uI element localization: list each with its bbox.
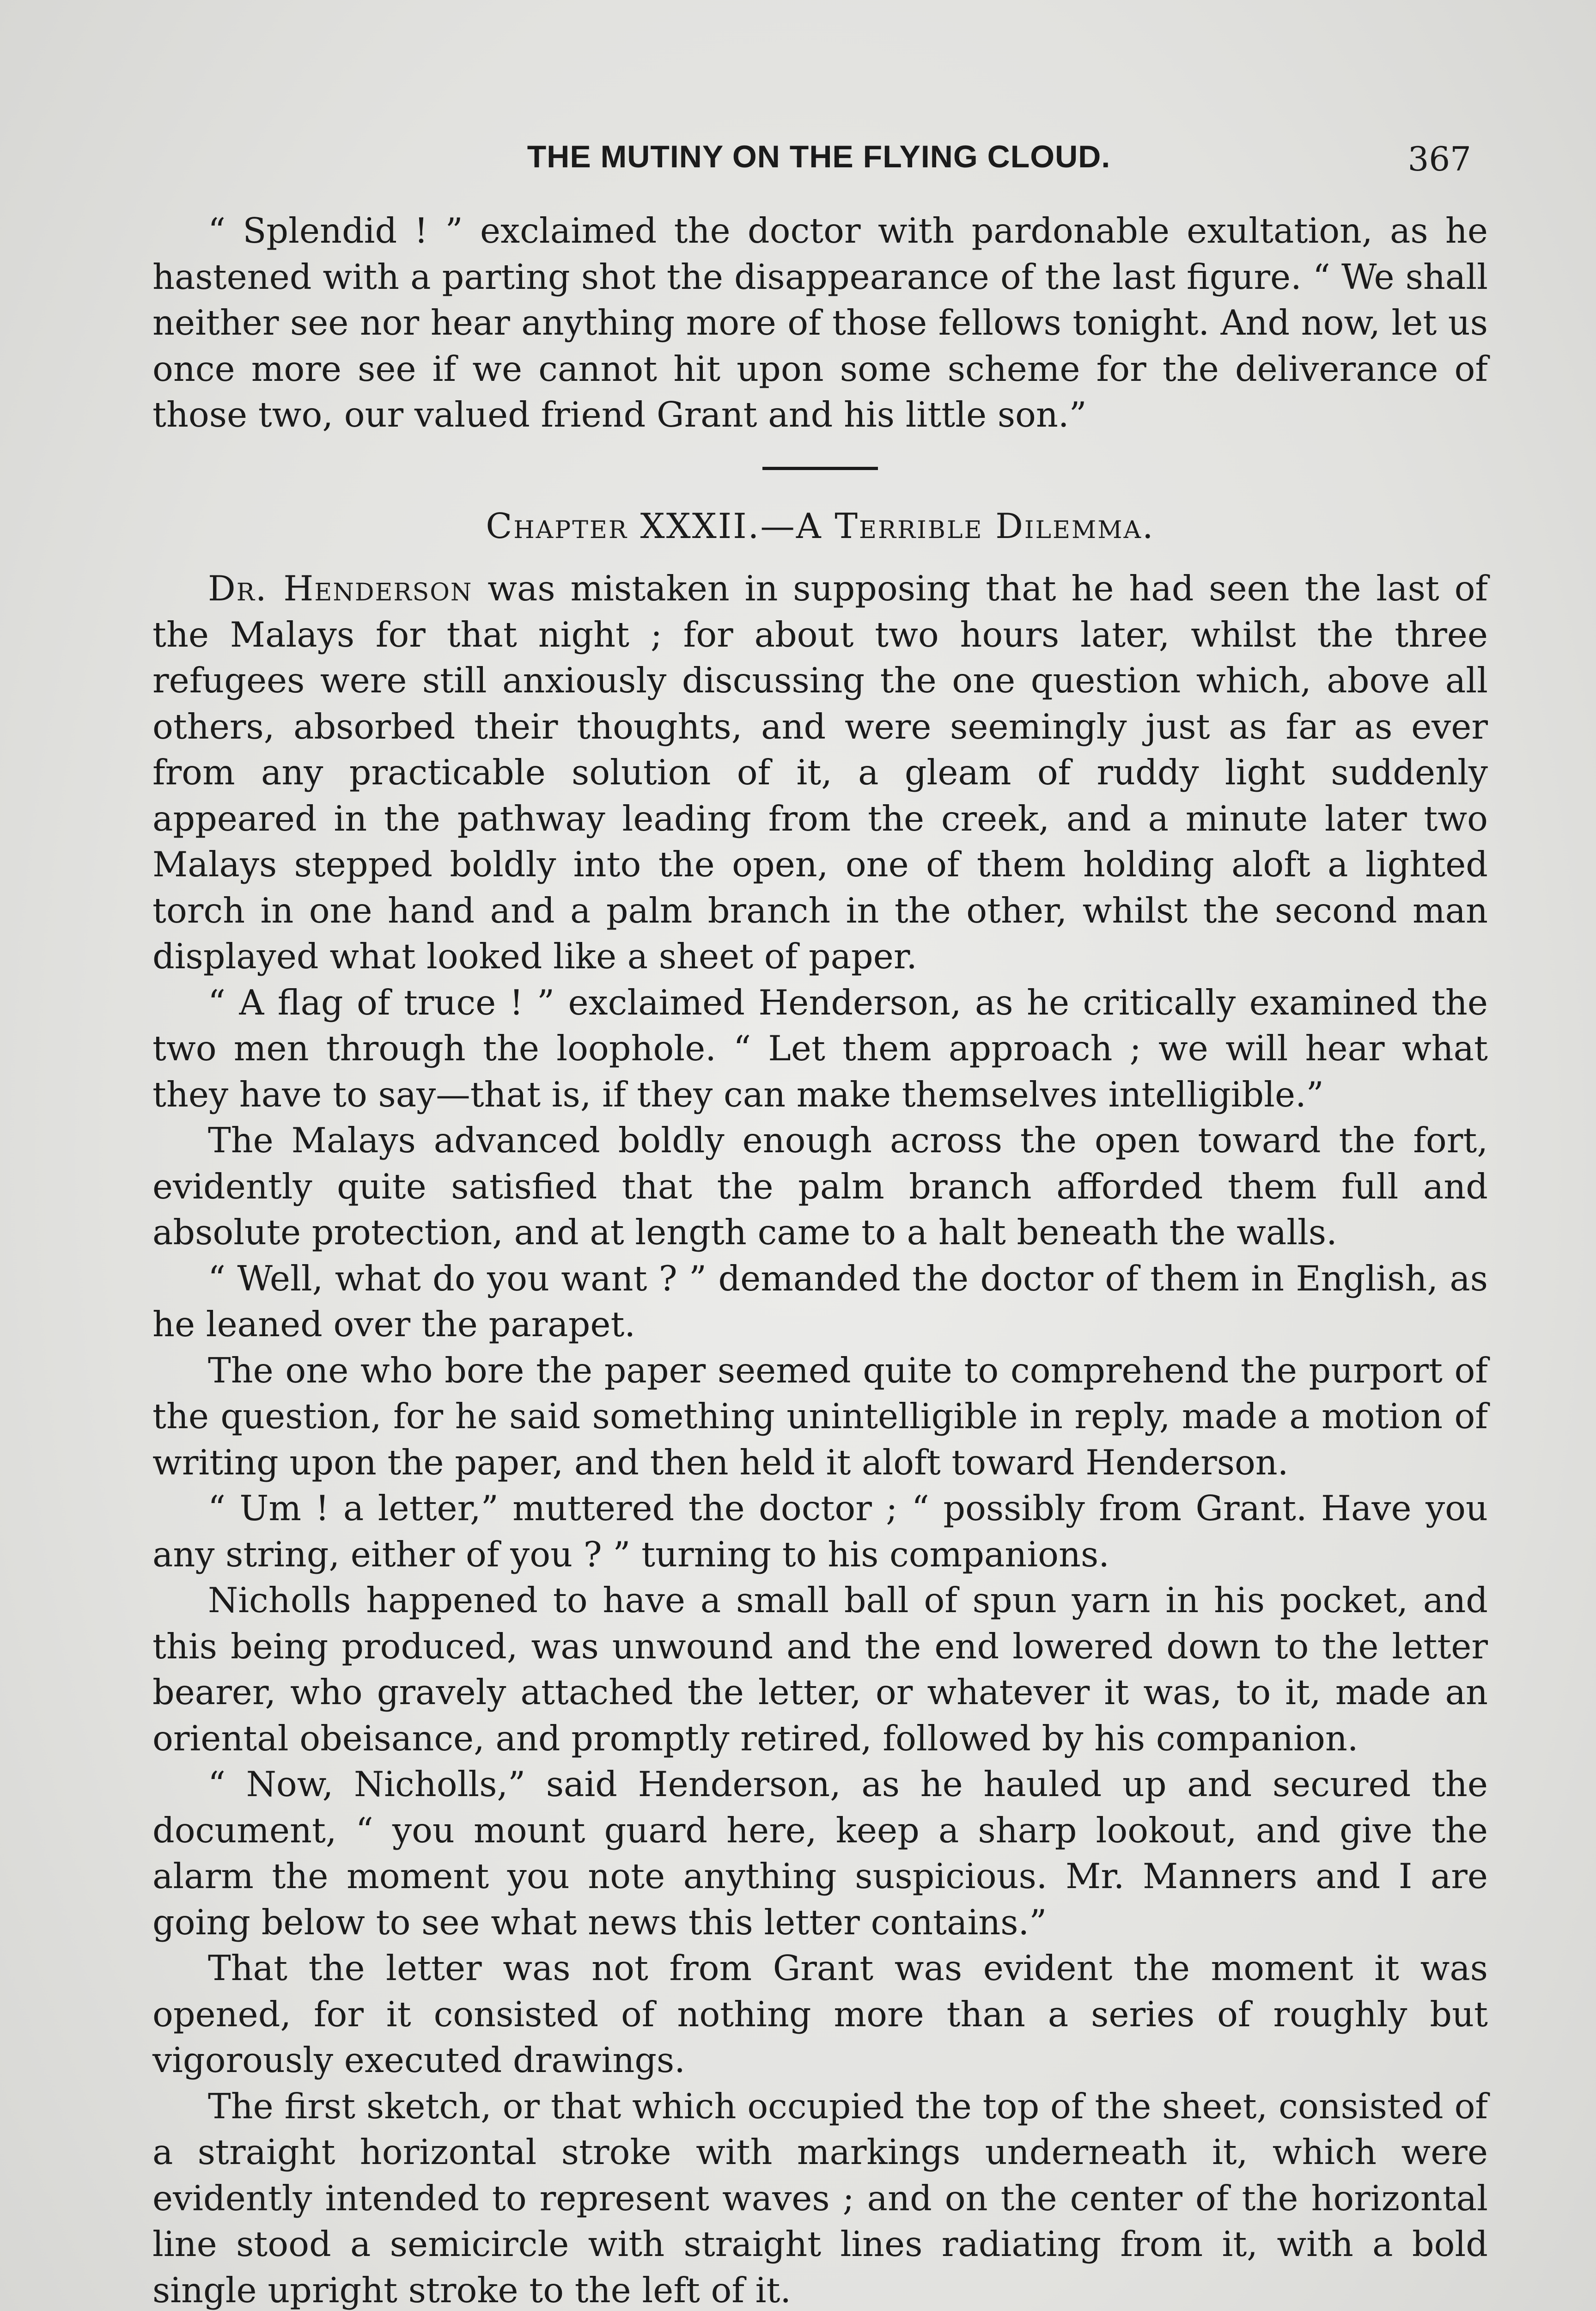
paragraph: The Malays advanced boldly enough across the open toward the fort, evidently quite satisfied that the palm branch afforded them full and absolute protection, and at length came to a halt beneath the walls. xyxy=(152,1120,1488,1253)
paragraph-lead-in: Dr. Henderson xyxy=(208,569,473,609)
paragraph: That the letter was not from Grant was evident the moment it was opened, for it consisted of nothing more than a series of roughly but vigorously executed drawings. xyxy=(152,1948,1488,2080)
body-text xyxy=(152,208,1488,2311)
paragraph xyxy=(152,566,1488,980)
paragraph: Nicholls happened to have a small ball of spun yarn in his pocket, and this being produced, was unwound and the end lowered down to the letter bearer, who gravely attached the letter, or whatever it was, to it, made an oriental obeisance, and promptly retired, followed by his companion. xyxy=(152,1580,1488,1759)
page-number: 367 xyxy=(1407,140,1471,178)
chapter-heading: Chapter XXXII.—A Terrible Dilemma. xyxy=(486,506,1155,546)
section-divider xyxy=(762,467,878,470)
paragraph-text: was mistaken in supposing that he had seen the last of the Malays for that night ; for about two hours later, whilst the three refugees were still anxiously discussing the one question which, above all others, absorbed their thoughts, and were seemingly just as far as ever from any practicable solution of it, a gleam of ruddy light suddenly appeared in the pathway leading from the creek, and a minute later two Malays stepped boldly into the open, one of them holding aloft a lighted torch in one hand and a palm branch in the other, whilst the second man displayed what looked like a sheet of paper. xyxy=(152,569,1488,977)
paragraph: “ Splendid ! ” exclaimed the doctor with pardonable exultation, as he hastened with a parting shot the disappearance of the last figure. “ We shall neither see nor hear anything more of those fellows tonight. And now, let us once more see if we cannot hit upon some scheme for the deliverance of those two, our valued friend Grant and his little son.” xyxy=(152,211,1488,435)
paragraph: “ A flag of truce ! ” exclaimed Henderson, as he critically examined the two men through the loophole. “ Let them approach ; we will hear what they have to say—that is, if they can make themselves intelligible.” xyxy=(152,982,1488,1115)
paragraph: The first sketch, or that which occupied the top of the sheet, consisted of a straight horizontal stroke with markings underneath it, which were evidently intended to represent waves ; and on the center of the horizontal line stood a semicircle with straight lines radiating from it, with a bold single upright stroke to the left of it. xyxy=(152,2086,1488,2311)
paragraph: “ Um ! a letter,” muttered the doctor ; “ possibly from Grant. Have you any string, either of you ? ” turning to his companions. xyxy=(152,1488,1488,1575)
page-header xyxy=(157,139,1480,194)
paragraph: The one who bore the paper seemed quite to comprehend the purport of the question, for he said something unintelligible in reply, made a motion of writing upon the paper, and then held it aloft toward Henderson. xyxy=(152,1350,1488,1483)
running-title: THE MUTINY ON THE FLYING CLOUD. xyxy=(527,139,1111,174)
paragraph: “ Now, Nicholls,” said Henderson, as he hauled up and secured the document, “ you mount guard here, keep a sharp lookout, and give the alarm the moment you note anything suspicious. Mr. Manners and I are going below to see what news this letter contains.” xyxy=(152,1764,1488,1943)
paragraph: “ Well, what do you want ? ” demanded the doctor of them in English, as he leaned over the parapet. xyxy=(152,1258,1488,1345)
